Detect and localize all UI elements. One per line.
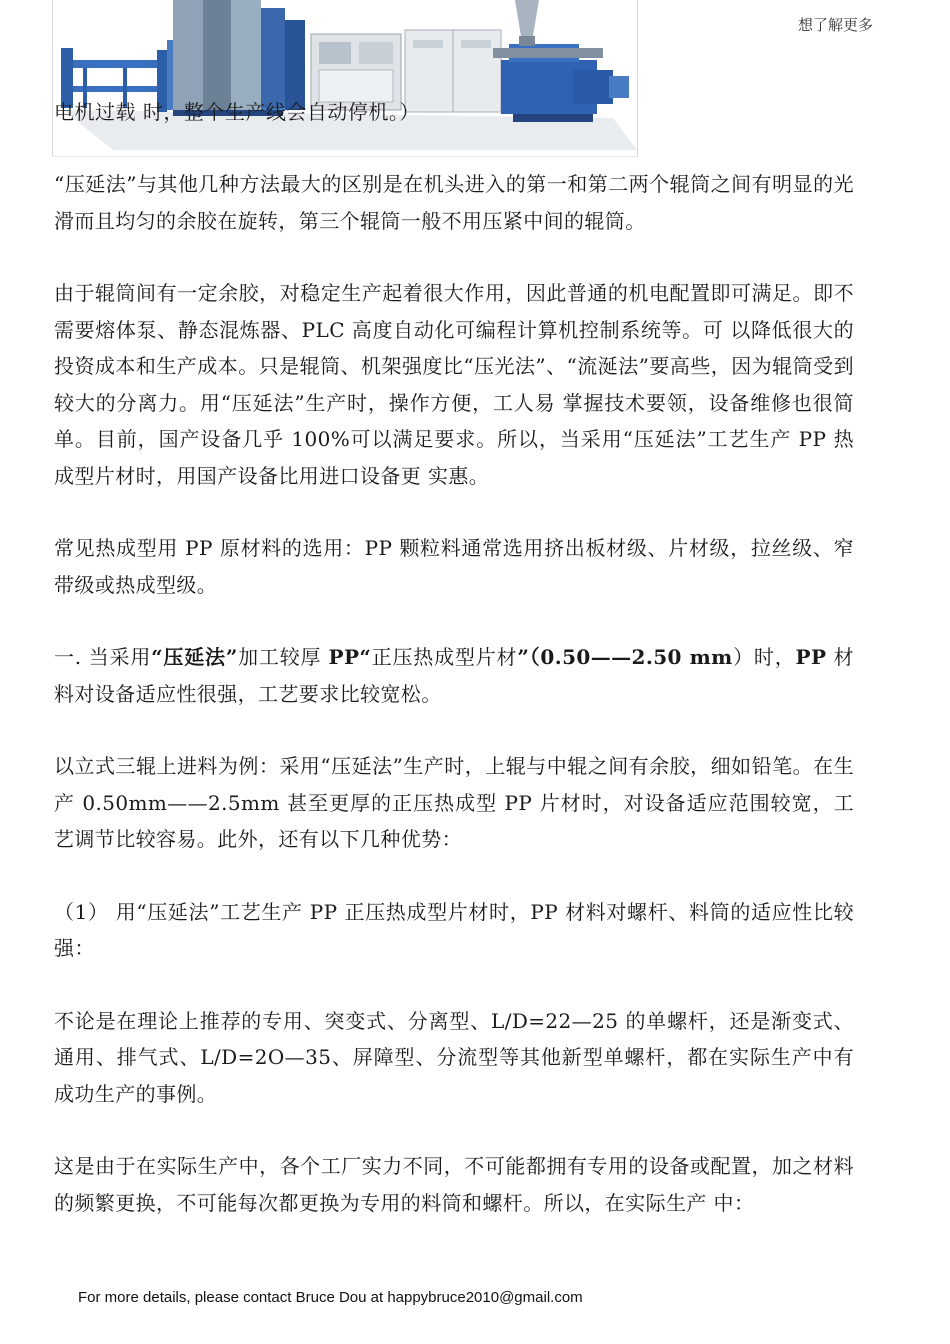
paragraph-3: 常见热成型用 PP 原材料的选用：PP 颗粒料通常选用挤出板材级、片材级，拉丝级、窄带级或热成型级。 [54,536,854,597]
section-one-mid-3: ）时， [732,645,796,669]
article-body [54,166,854,1257]
paragraph-1: “压延法”与其他几种方法最大的区别是在机头进入的第一和第二两个辊筒之间有明显的光滑而且均匀的余胶在旋转，第三个辊筒一般不用压紧中间的辊筒。 [54,172,854,233]
section-one-prefix: 一. 当采用 [54,645,152,669]
section-one-bold-3: ”（0.50——2.50 mm [517,645,733,669]
paragraph-6: （1） 用“压延法”工艺生产 PP 正压热成型片材时，PP 材料对螺杆、料筒的适应性比较强： [54,899,854,960]
figure-overlap-caption: 电机过载 时，整个生产线会自动停机。） [54,100,420,124]
section-one-heading [54,639,854,712]
section-one-mid-1: 加工较厚 [237,645,329,669]
section-one-mid-2: 正压热成型片材 [371,645,518,669]
extrusion-line-illustration [53,0,637,156]
paragraph-8: 这是由于在实际生产中，各个工厂实力不同，不可能都拥有专用的设备或配置，加之材料的频繁更换，不可能每次都更换为专用的料筒和螺杆。所以，在实际生产 中： [54,1154,854,1215]
section-one-bold-1: “压延法” [151,645,238,669]
section-one-bold-4: PP [795,645,827,669]
footer-contact: For more details, please contact Bruce Dou at happybruce2010@gmail.com [78,1289,583,1306]
paragraph-5: 以立式三辊上进料为例：采用“压延法”生产时，上辊与中辊之间有余胶，细如铅笔。在生产 0.50mm——2.5mm 甚至更厚的正压热成型 PP 片材时，对设备适应范围较宽，工艺调节比较容易。此外，还有以下几种优势： [54,754,854,851]
header-note: 想了解更多 [798,16,874,34]
section-one-bold-2: PP“ [328,645,372,669]
paragraph-7: 不论是在理论上推荐的专用、突变式、分离型、L/D=22—25 的单螺杆，还是渐变式、通用、排气式、L/D=2O—35、屏障型、分流型等其他新型单螺杆，都在实际生产中有成功生产的事例。 [54,1008,854,1106]
machine-photo [52,0,638,157]
paragraph-2: 由于辊筒间有一定余胶，对稳定生产起着很大作用，因此普通的机电配置即可满足。即不需要熔体泵、静态混炼器、PLC 高度自动化可编程计算机控制系统等。可 以降低很大的投资成本和生产成本。只是辊筒、机架强度比“压光法”、“流涎法”要高些，因为辊筒受到较大的分离力。用“压延法”生产时，操作方便，工人易 掌握技术要领，设备维修也很简单。目前，国产设备几乎 100%可以满足要求。所以，当采用“压延法”工艺生产 PP 热成型片材时，用国产设备比用进口设备更 实惠。 [54,281,855,488]
section-one-suffix: 材料对设备适应性很强，工艺要求比较宽松。 [54,645,854,706]
